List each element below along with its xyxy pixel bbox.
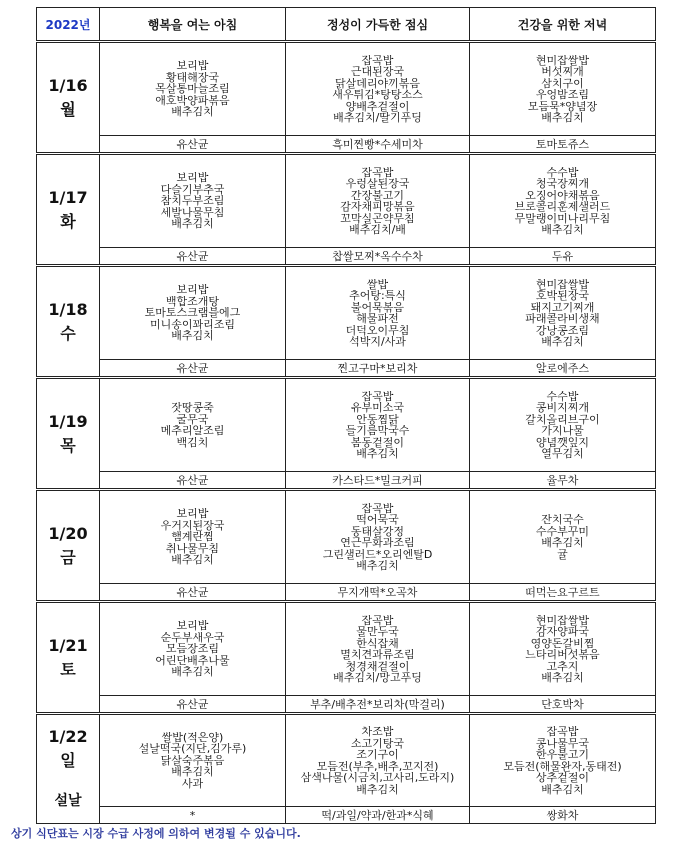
breakfast-cell [100, 490, 286, 584]
lunch-item: 잡곡밥 [361, 390, 394, 402]
extra-breakfast-cell: 유산균 [100, 584, 286, 602]
dinner-item: 버섯찌개 [541, 66, 584, 78]
dinner-item: 모듬전(해물완자,동태전) [503, 760, 622, 772]
breakfast-cell [100, 714, 286, 807]
lunch-item: 석박지/사과 [349, 336, 406, 348]
day-row [37, 266, 656, 360]
dinner-item: 귤 [557, 548, 568, 560]
lunch-cell [286, 154, 470, 248]
breakfast-item: 보리밥 [176, 508, 209, 520]
lunch-item: 쌀밥 [366, 278, 389, 290]
date-label: 1/16 [48, 75, 88, 95]
dinner-item: 배추김치 [541, 537, 584, 549]
extra-breakfast-cell: 유산균 [100, 472, 286, 490]
lunch-item: 동태살강정 [350, 525, 405, 537]
breakfast-item: 보리밥 [176, 620, 209, 632]
day-of-week: 금 [60, 547, 76, 567]
lunch-item: 청경채겉절이 [345, 660, 410, 672]
snack-row [37, 248, 656, 266]
dinner-item: 청국장찌개 [535, 178, 590, 190]
extra-dinner-cell: 단호박차 [470, 696, 656, 714]
breakfast-item: 배추김치 [171, 106, 214, 118]
year-header: 2022년 [37, 8, 100, 42]
extra-dinner-cell: 알로에주스 [470, 360, 656, 378]
dinner-item: 배추김치 [541, 783, 584, 795]
lunch-item: 잡곡밥 [361, 502, 394, 514]
breakfast-item: 목살통마늘조림 [155, 83, 230, 95]
lunch-item: 꼬막실곤약무침 [340, 212, 415, 224]
breakfast-item: 다슬기부추국 [160, 183, 225, 196]
date-cell [37, 266, 100, 378]
breakfast-item: 쌀밥(적은양) [161, 731, 224, 744]
breakfast-item: 보리밥 [176, 284, 209, 296]
breakfast-header: 행복을 여는 아침 [100, 8, 286, 42]
day-row [37, 714, 656, 807]
lunch-item: 불어묵볶음 [350, 301, 405, 313]
dinner-item: 콩비지찌개 [535, 402, 590, 414]
lunch-item: 멸치견과류조림 [340, 649, 415, 661]
extra-lunch-cell: 찐고구마*보리차 [286, 360, 470, 378]
dinner-header: 건강을 위한 저녁 [470, 8, 656, 42]
lunch-cell [286, 490, 470, 584]
breakfast-item: 보리밥 [176, 172, 209, 184]
dinner-item: 고추지 [546, 660, 579, 672]
lunch-item: 소고기탕국 [350, 737, 405, 749]
breakfast-item: 메추리알조림 [160, 425, 225, 437]
lunch-item: 잡곡밥 [361, 614, 394, 626]
breakfast-item: 굴무국 [176, 413, 209, 425]
lunch-item: 들기름막국수 [345, 425, 410, 437]
date-cell [37, 42, 100, 154]
holiday-label: 설날 [54, 793, 82, 809]
header-row [37, 8, 656, 42]
dinner-item: 모듬묵*양념장 [527, 100, 598, 112]
day-of-week: 수 [60, 323, 76, 343]
dinner-item: 우엉밤조림 [535, 89, 590, 101]
lunch-item: 배추김치/배 [349, 224, 406, 236]
dinner-item: 강낭콩조림 [535, 324, 590, 336]
dinner-item: 무말랭이미나리무침 [514, 212, 611, 224]
dinner-item: 영양돈갈비찜 [530, 637, 595, 649]
day-row [37, 490, 656, 584]
lunch-header: 정성이 가득한 점심 [286, 8, 470, 42]
breakfast-item: 우거지된장국 [160, 519, 225, 532]
lunch-item: 추어탕:특식 [349, 290, 406, 302]
extra-lunch-cell: 카스타드*밀크커피 [286, 472, 470, 490]
dinner-item: 열무김치 [541, 448, 584, 460]
snack-row [37, 136, 656, 154]
breakfast-item: 사과 [181, 777, 204, 790]
dinner-item: 가지나물 [541, 425, 584, 437]
dinner-item: 현미잡쌀밥 [535, 278, 590, 290]
day-row [37, 378, 656, 472]
dinner-item: 오징어야채볶음 [525, 189, 600, 201]
dinner-item: 콩나물무국 [535, 737, 590, 749]
snack-row [37, 360, 656, 378]
snack-row [37, 807, 656, 824]
lunch-cell [286, 378, 470, 472]
day-of-week: 토 [60, 659, 76, 679]
dinner-cell [470, 266, 656, 360]
lunch-item: 떡어묵국 [356, 514, 399, 526]
dinner-item: 돼지고기찌개 [530, 301, 595, 313]
lunch-item: 새우튀김*탕탕소스 [332, 89, 423, 101]
date-cell [37, 714, 100, 824]
dinner-item: 현미잡쌀밥 [535, 54, 590, 66]
dinner-item: 현미잡쌀밥 [535, 614, 590, 626]
snack-row [37, 584, 656, 602]
date-label: 1/22 [48, 727, 88, 746]
footer-note: 상기 식단표는 시장 수급 사정에 의하여 변경될 수 있습니다. [11, 827, 301, 840]
date-cell [37, 490, 100, 602]
lunch-item: 근대된장국 [350, 66, 405, 78]
dinner-item: 잡곡밥 [546, 726, 579, 738]
lunch-item: 배추김치 [356, 560, 399, 572]
meal-plan-table [36, 7, 656, 824]
dinner-item: 느타리버섯볶음 [525, 649, 600, 661]
lunch-item: 양배추겉절이 [345, 100, 410, 112]
breakfast-item: 참치두부조림 [160, 195, 225, 207]
lunch-cell [286, 602, 470, 696]
lunch-item: 차조밥 [361, 726, 394, 738]
extra-lunch-cell: 부추/배추전*보리차(막걸리) [286, 696, 470, 714]
extra-dinner-cell: 토마토쥬스 [470, 136, 656, 154]
extra-lunch-cell: 흑미찐빵*수세미차 [286, 136, 470, 154]
breakfast-item: 잣땅콩죽 [171, 402, 214, 414]
lunch-item: 배추김치 [356, 448, 399, 460]
dinner-item: 한우불고기 [535, 749, 590, 761]
dinner-item: 호박된장국 [535, 290, 590, 302]
day-of-week: 목 [60, 435, 76, 455]
snack-row [37, 472, 656, 490]
dinner-item: 감자양파국 [535, 626, 590, 638]
day-of-week: 화 [60, 211, 76, 231]
date-label: 1/21 [48, 635, 88, 655]
breakfast-item: 배추김치 [171, 330, 214, 342]
dinner-item: 배추김치 [541, 336, 584, 348]
lunch-item: 배추김치 [356, 783, 399, 795]
date-cell [37, 154, 100, 266]
extra-dinner-cell: 쌍화차 [470, 807, 656, 824]
lunch-item: 배추김치/망고푸딩 [333, 672, 422, 684]
extra-lunch-cell: 찹쌀모찌*옥수수차 [286, 248, 470, 266]
lunch-cell [286, 42, 470, 136]
dinner-cell [470, 378, 656, 472]
lunch-item: 안동찜닭 [356, 413, 399, 425]
lunch-item: 삼색나물(시금치,고사리,도라지) [300, 772, 455, 784]
extra-dinner-cell: 두유 [470, 248, 656, 266]
dinner-item: 상추겉절이 [535, 772, 590, 784]
snack-row [37, 696, 656, 714]
dinner-cell [470, 154, 656, 248]
lunch-item: 잡곡밥 [361, 54, 394, 66]
extra-breakfast-cell: * [100, 807, 286, 824]
extra-lunch-cell: 무지개떡*오곡차 [286, 584, 470, 602]
breakfast-item: 배추김치 [171, 766, 214, 778]
day-of-week: 월 [60, 99, 76, 119]
breakfast-cell [100, 602, 286, 696]
lunch-item: 간장불고기 [350, 189, 405, 201]
breakfast-item: 배추김치 [171, 666, 214, 678]
breakfast-item: 취나물무침 [165, 542, 220, 555]
breakfast-item: 순두부새우국 [160, 631, 225, 644]
date-label: 1/20 [48, 523, 88, 543]
dinner-item: 수수밥 [546, 390, 579, 402]
lunch-cell [286, 714, 470, 807]
dinner-item: 수수밥 [546, 166, 579, 178]
lunch-item: 해물파전 [356, 313, 399, 325]
extra-breakfast-cell: 유산균 [100, 360, 286, 378]
breakfast-item: 설날떡국(지단,김가루) [138, 743, 247, 755]
extra-lunch-cell: 떡/과일/약과/한과*식혜 [286, 807, 470, 824]
breakfast-item: 닭살숙주볶음 [160, 754, 225, 767]
dinner-cell [470, 602, 656, 696]
dinner-cell [470, 42, 656, 136]
lunch-item: 한식잡채 [356, 637, 399, 649]
breakfast-item: 배추김치 [171, 218, 214, 230]
breakfast-item: 세발나물무침 [160, 206, 225, 219]
dinner-item: 삼치구이 [541, 77, 584, 89]
dinner-cell [470, 714, 656, 807]
date-label: 1/19 [48, 411, 88, 431]
lunch-item: 물만두국 [356, 626, 399, 638]
date-cell [37, 378, 100, 490]
lunch-item: 우렁살된장국 [345, 178, 410, 190]
breakfast-item: 미니송이꽈리조림 [149, 318, 235, 331]
extra-dinner-cell: 율무차 [470, 472, 656, 490]
lunch-item: 모듬전(부추,배추,꼬지전) [316, 760, 439, 772]
breakfast-cell [100, 378, 286, 472]
dinner-item: 양념깻잎지 [535, 436, 590, 448]
menu-body [37, 42, 656, 824]
breakfast-item: 토마토스크램블에그 [144, 307, 241, 319]
breakfast-item: 애호박양파볶음 [155, 94, 230, 107]
lunch-item: 배추김치/딸기푸딩 [333, 112, 422, 124]
day-row [37, 42, 656, 136]
date-label: 1/18 [48, 299, 88, 319]
dinner-cell [470, 490, 656, 584]
dinner-item: 갈치올리브구이 [525, 413, 600, 425]
day-of-week: 일 [60, 751, 76, 770]
lunch-item: 조기구이 [356, 749, 399, 761]
dinner-item: 배추김치 [541, 672, 584, 684]
dinner-item: 브로콜리훈제샐러드 [514, 201, 611, 213]
breakfast-cell [100, 42, 286, 136]
breakfast-item: 백김치 [176, 436, 209, 448]
breakfast-item: 햄계란찜 [171, 531, 214, 543]
day-row [37, 602, 656, 696]
breakfast-item: 배추김치 [171, 554, 214, 566]
dinner-item: 배추김치 [541, 112, 584, 124]
breakfast-item: 모듬장조림 [165, 643, 220, 655]
lunch-item: 그린샐러드*오리엔탈D [322, 548, 433, 560]
dinner-item: 수수부꾸미 [535, 525, 590, 537]
lunch-item: 감자채피망볶음 [340, 201, 415, 213]
lunch-item: 봄동겉절이 [350, 436, 405, 448]
breakfast-item: 백합조개탕 [165, 295, 220, 308]
day-row [37, 154, 656, 248]
breakfast-cell [100, 154, 286, 248]
date-cell [37, 602, 100, 714]
lunch-item: 닭살데리야끼볶음 [334, 77, 420, 89]
lunch-item: 더덕오이무침 [345, 324, 410, 336]
extra-breakfast-cell: 유산균 [100, 248, 286, 266]
breakfast-item: 보리밥 [176, 60, 209, 72]
dinner-item: 배추김치 [541, 224, 584, 236]
breakfast-item: 황태해장국 [165, 71, 220, 84]
lunch-item: 잡곡밥 [361, 166, 394, 178]
lunch-item: 유부미소국 [350, 402, 405, 414]
lunch-item: 연근무화과조림 [340, 537, 415, 549]
dinner-item: 잔치국수 [541, 514, 584, 526]
extra-breakfast-cell: 유산균 [100, 136, 286, 154]
breakfast-item: 어린단배추나물 [155, 654, 230, 667]
extra-dinner-cell: 떠먹는요구르트 [470, 584, 656, 602]
date-label: 1/17 [48, 187, 88, 207]
lunch-cell [286, 266, 470, 360]
breakfast-cell [100, 266, 286, 360]
extra-breakfast-cell: 유산균 [100, 696, 286, 714]
dinner-item: 파래콜라비생채 [525, 313, 600, 325]
